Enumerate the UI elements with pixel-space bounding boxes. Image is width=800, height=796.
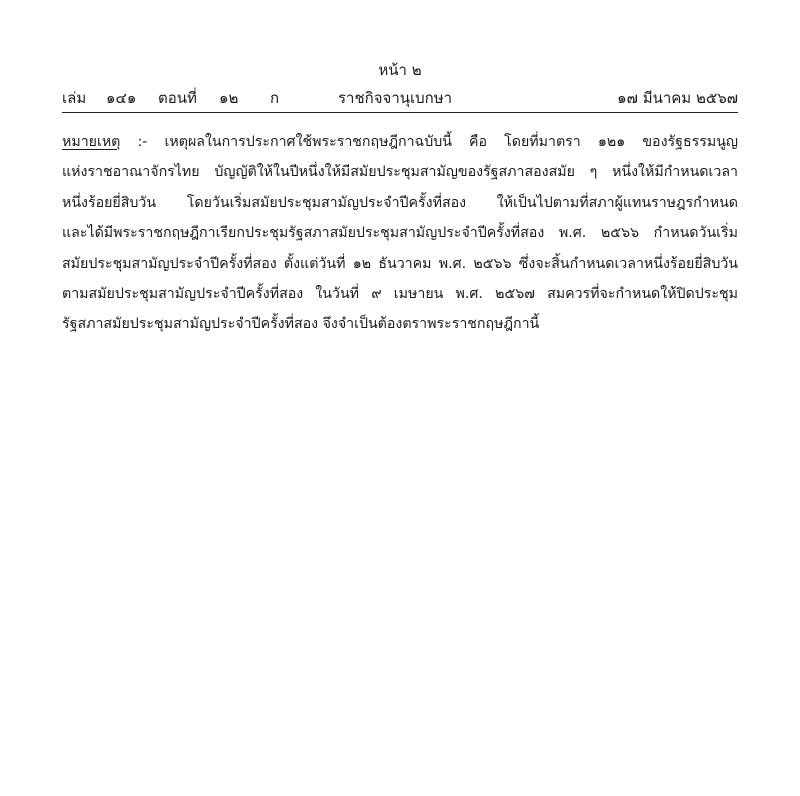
note-line-1: [62, 127, 738, 157]
publication-title: ราชกิจจานุเบกษา: [338, 89, 453, 107]
note-separator: :-: [120, 134, 165, 150]
note-line-5: สมัยประชุมสามัญประจำปีครั้งที่สอง ตั้งแต่วันที่ ๑๒ ธันวาคม พ.ศ. ๒๕๖๖ ซึ่งจะสิ้นกำหนดเวลาหนึ่งร้อยยี่สิบวัน: [62, 255, 738, 272]
publication-date: ๑๗ มีนาคม ๒๕๖๗: [617, 89, 738, 107]
note-line-text: เหตุผลในการประกาศใช้พระราชกฤษฎีกาฉบับนี้ คือ โดยที่มาตรา ๑๒๑ ของรัฐธรรมนูญ: [164, 134, 738, 150]
note-paragraph: [62, 127, 738, 340]
issue-number: ๑๒: [219, 89, 239, 107]
volume-label: เล่ม: [62, 89, 87, 107]
volume-number: ๑๔๑: [106, 89, 137, 107]
note-line-4: และได้มีพระราชกฤษฎีกาเรียกประชุมรัฐสภาสมัยประชุมสามัญประจำปีครั้งที่สอง พ.ศ. ๒๕๖๖ กำหนดวันเริ่ม: [62, 225, 738, 242]
issue-label: ตอนที่: [158, 89, 197, 107]
note-line-3: หนึ่งร้อยยี่สิบวัน โดยวันเริ่มสมัยประชุมสามัญประจำปีครั้งที่สอง ให้เป็นไปตามที่สภาผู้แทนราษฎรกำหนด: [62, 194, 738, 211]
note-line-2: แห่งราชอาณาจักรไทย บัญญัติให้ในปีหนึ่งให้มีสมัยประชุมสามัญของรัฐสภาสองสมัย ๆ หนึ่งให้มีกำหนดเวลา: [62, 164, 738, 181]
section-letter: ก: [270, 89, 280, 107]
note-label: หมายเหตุ: [62, 134, 121, 150]
gazette-header: [62, 88, 738, 110]
note-line-6: ตามสมัยประชุมสามัญประจำปีครั้งที่สอง ในวันที่ ๙ เมษายน พ.ศ. ๒๕๖๗ สมควรที่จะกำหนดให้ปิดประชุม: [62, 285, 738, 302]
note-line-7: รัฐสภาสมัยประชุมสามัญประจำปีครั้งที่สอง จึงจำเป็นต้องตราพระราชกฤษฎีกานี้: [62, 316, 540, 333]
header-divider: [62, 112, 738, 113]
page-number: หน้า ๒: [378, 61, 422, 79]
